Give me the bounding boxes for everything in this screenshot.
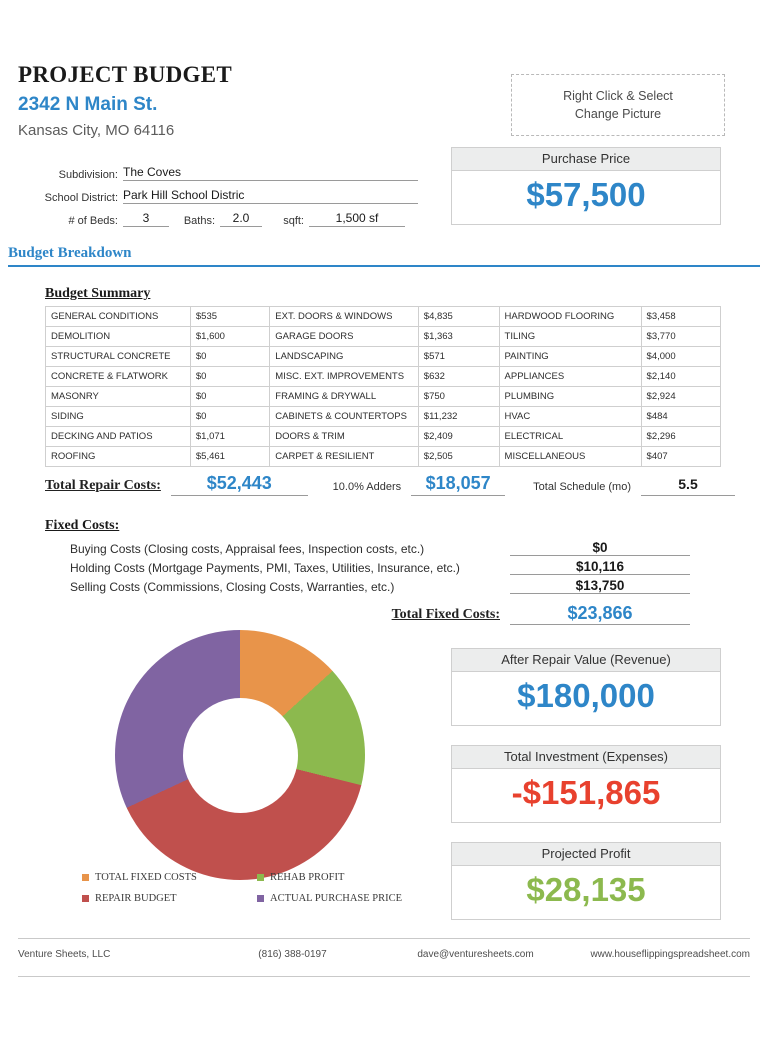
- school-district-field[interactable]: Park Hill School Distric: [123, 188, 418, 204]
- buying-costs-label: Buying Costs (Closing costs, Appraisal fees, Inspection costs, etc.): [70, 542, 425, 556]
- cell-value: $4,000: [641, 347, 720, 367]
- subdivision-field[interactable]: The Coves: [123, 165, 418, 181]
- cell-value: $0: [190, 347, 269, 367]
- projected-profit-label: Projected Profit: [451, 842, 721, 866]
- cell-value: $535: [190, 307, 269, 327]
- change-picture-placeholder[interactable]: [511, 74, 725, 136]
- buying-costs-value: $0: [510, 540, 690, 556]
- legend-swatch-rehab-profit: [257, 874, 264, 881]
- cell-value: $3,458: [641, 307, 720, 327]
- cell-value: $1,363: [418, 327, 499, 347]
- footer-website[interactable]: www.houseflippingspreadsheet.com: [590, 949, 750, 960]
- legend-item: [82, 893, 257, 904]
- cell-value: $2,140: [641, 367, 720, 387]
- legend-item: [257, 872, 432, 883]
- cell-value: $1,071: [190, 427, 269, 447]
- budget-summary-title: Budget Summary: [45, 286, 151, 301]
- selling-costs-value: $13,750: [510, 578, 690, 594]
- total-investment-body: [451, 769, 721, 823]
- cell-label: TILING: [499, 327, 641, 347]
- cell-value: $484: [641, 407, 720, 427]
- cell-label: EXT. DOORS & WINDOWS: [270, 307, 419, 327]
- footer-phone: (816) 388-0197: [258, 949, 327, 960]
- budget-summary-section: [45, 286, 721, 467]
- holding-costs-value: $10,116: [510, 559, 690, 575]
- total-schedule-value: 5.5: [641, 476, 735, 496]
- baths-field[interactable]: 2.0: [220, 211, 262, 227]
- cell-value: $1,600: [190, 327, 269, 347]
- cell-label: MISCELLANEOUS: [499, 447, 641, 467]
- purchase-price-value: $57,500: [526, 176, 646, 213]
- legend-label: REHAB PROFIT: [270, 872, 345, 883]
- cell-value: $2,505: [418, 447, 499, 467]
- adders-label: 10.0% Adders: [332, 481, 402, 493]
- after-repair-value-box: [451, 648, 721, 726]
- cell-label: DECKING AND PATIOS: [46, 427, 191, 447]
- subdivision-label: Subdivision:: [58, 169, 118, 181]
- total-investment-label: Total Investment (Expenses): [451, 745, 721, 769]
- total-schedule-label: Total Schedule (mo): [533, 481, 631, 493]
- chart-legend: [82, 872, 432, 914]
- table-row: [46, 367, 721, 387]
- purchase-price-body: [451, 171, 721, 225]
- legend-label: REPAIR BUDGET: [95, 893, 177, 904]
- cell-label: HARDWOOD FLOORING: [499, 307, 641, 327]
- cell-label: DEMOLITION: [46, 327, 191, 347]
- cell-value: $0: [190, 367, 269, 387]
- sqft-field[interactable]: 1,500 sf: [309, 211, 405, 227]
- legend-swatch-repair-budget: [82, 895, 89, 902]
- page-title: PROJECT BUDGET: [18, 62, 233, 87]
- fixed-costs-section: [45, 518, 735, 625]
- change-picture-line2: Change Picture: [574, 107, 662, 121]
- subdivision-row: [18, 165, 418, 181]
- fixed-costs-title: Fixed Costs:: [45, 518, 120, 533]
- cell-value: $2,296: [641, 427, 720, 447]
- total-investment-box: [451, 745, 721, 823]
- cell-label: ELECTRICAL: [499, 427, 641, 447]
- cell-value: $632: [418, 367, 499, 387]
- school-district-label: School District:: [44, 192, 118, 204]
- cell-label: GENERAL CONDITIONS: [46, 307, 191, 327]
- school-district-row: [18, 188, 418, 204]
- holding-costs-label: Holding Costs (Mortgage Payments, PMI, Taxes, Utilities, Insurance, etc.): [70, 561, 460, 575]
- footer-company: Venture Sheets, LLC: [18, 949, 111, 960]
- property-city-state: Kansas City, MO 64116: [18, 122, 175, 139]
- cell-value: $4,835: [418, 307, 499, 327]
- selling-costs-label: Selling Costs (Commissions, Closing Costs, Warranties, etc.): [70, 580, 395, 594]
- cell-label: APPLIANCES: [499, 367, 641, 387]
- beds-label: # of Beds:: [68, 215, 118, 227]
- budget-breakdown-title: Budget Breakdown: [8, 245, 760, 267]
- total-fixed-costs-value: $23,866: [510, 603, 690, 625]
- projected-profit-amount: $28,135: [526, 871, 646, 908]
- projected-profit-body: [451, 866, 721, 920]
- adders-value: $18,057: [411, 473, 505, 496]
- footer-email[interactable]: dave@venturesheets.com: [417, 949, 534, 960]
- fixed-cost-line: [45, 559, 735, 575]
- donut-ring: [115, 630, 365, 880]
- cell-label: DOORS & TRIM: [270, 427, 419, 447]
- cell-label: MISC. EXT. IMPROVEMENTS: [270, 367, 419, 387]
- cell-value: $11,232: [418, 407, 499, 427]
- cell-label: CABINETS & COUNTERTOPS: [270, 407, 419, 427]
- legend-item: [257, 893, 432, 904]
- after-repair-value-body: [451, 672, 721, 726]
- property-fields: [18, 165, 418, 234]
- beds-baths-sqft-row: [18, 211, 418, 227]
- cell-label: ROOFING: [46, 447, 191, 467]
- property-address: 2342 N Main St.: [18, 94, 158, 115]
- legend-item: [82, 872, 257, 883]
- total-investment-amount: -$151,865: [511, 774, 661, 811]
- table-row: [46, 427, 721, 447]
- after-repair-value-amount: $180,000: [517, 677, 655, 714]
- purchase-price-box: [451, 147, 721, 225]
- budget-donut-chart: [60, 630, 430, 930]
- cell-label: CONCRETE & FLATWORK: [46, 367, 191, 387]
- cell-label: GARAGE DOORS: [270, 327, 419, 347]
- total-repair-costs-label: Total Repair Costs:: [45, 478, 161, 493]
- table-row: [46, 407, 721, 427]
- beds-field[interactable]: 3: [123, 211, 169, 227]
- total-fixed-costs-row: [45, 603, 735, 625]
- cell-value: $0: [190, 407, 269, 427]
- table-row: [46, 327, 721, 347]
- cell-value: $571: [418, 347, 499, 367]
- after-repair-value-label: After Repair Value (Revenue): [451, 648, 721, 672]
- total-repair-costs-value: $52,443: [171, 473, 308, 496]
- legend-label: TOTAL FIXED COSTS: [95, 872, 197, 883]
- cell-label: PAINTING: [499, 347, 641, 367]
- sqft-label: sqft:: [283, 215, 304, 227]
- legend-label: ACTUAL PURCHASE PRICE: [270, 893, 403, 904]
- footer-divider: [18, 976, 750, 977]
- table-row: [46, 307, 721, 327]
- projected-profit-box: [451, 842, 721, 920]
- cell-label: LANDSCAPING: [270, 347, 419, 367]
- cell-label: STRUCTURAL CONCRETE: [46, 347, 191, 367]
- cell-label: MASONRY: [46, 387, 191, 407]
- table-row: [46, 387, 721, 407]
- legend-swatch-actual-purchase-price: [257, 895, 264, 902]
- change-picture-line1: Right Click & Select: [563, 89, 673, 103]
- cell-label: FRAMING & DRYWALL: [270, 387, 419, 407]
- cell-value: $0: [190, 387, 269, 407]
- cell-value: $750: [418, 387, 499, 407]
- legend-swatch-total-fixed-costs: [82, 874, 89, 881]
- total-fixed-costs-label: Total Fixed Costs:: [391, 607, 500, 622]
- cell-label: PLUMBING: [499, 387, 641, 407]
- cell-label: HVAC: [499, 407, 641, 427]
- budget-summary-table: [45, 306, 721, 467]
- table-row: [46, 347, 721, 367]
- cell-label: CARPET & RESILIENT: [270, 447, 419, 467]
- cell-value: $3,770: [641, 327, 720, 347]
- cell-value: $2,409: [418, 427, 499, 447]
- document-header: [18, 62, 458, 139]
- cell-value: $407: [641, 447, 720, 467]
- cell-value: $2,924: [641, 387, 720, 407]
- baths-label: Baths:: [183, 215, 215, 227]
- footer: [18, 938, 750, 960]
- totals-row-section: [45, 473, 735, 496]
- purchase-price-label: Purchase Price: [451, 147, 721, 171]
- table-row: [46, 447, 721, 467]
- fixed-cost-line: [45, 540, 735, 556]
- cell-label: SIDING: [46, 407, 191, 427]
- cell-value: $5,461: [190, 447, 269, 467]
- fixed-cost-line: [45, 578, 735, 594]
